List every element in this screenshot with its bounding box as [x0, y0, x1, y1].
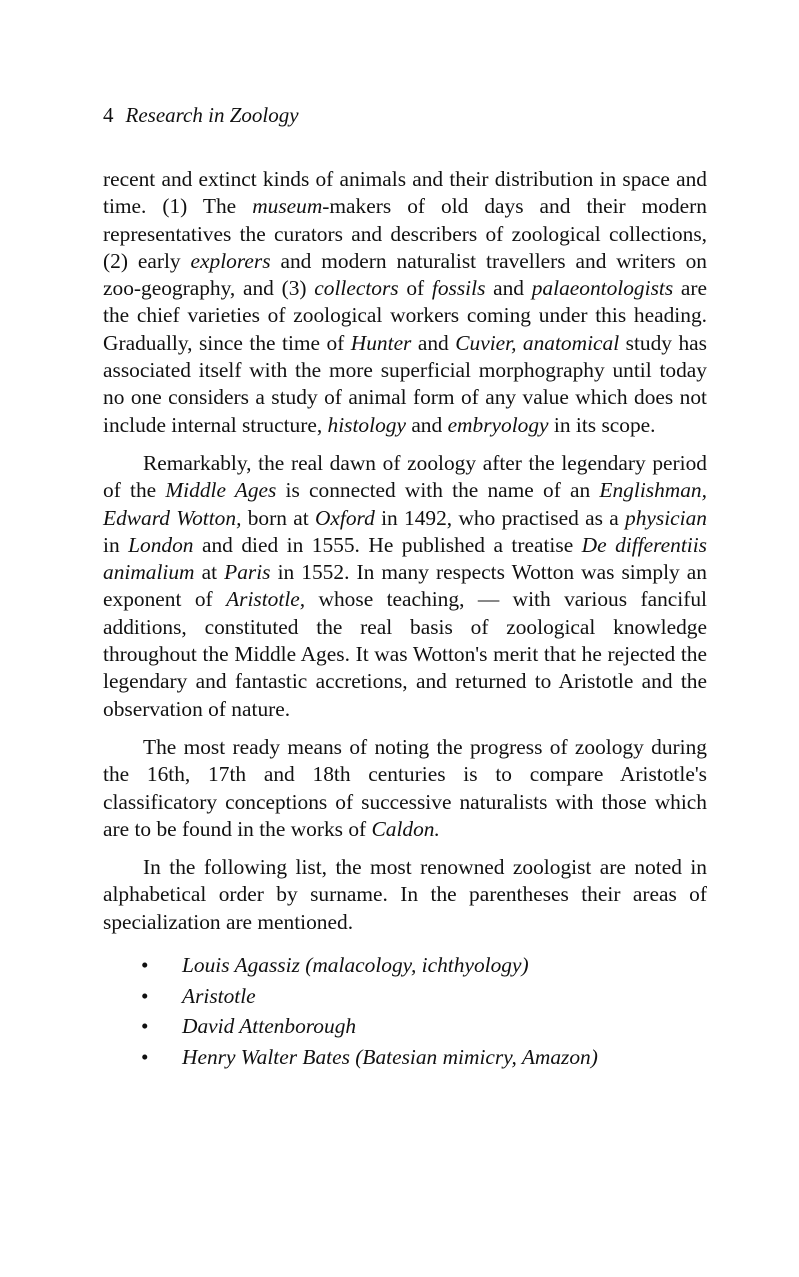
italic-run: London: [128, 532, 194, 557]
bullet: •: [141, 1014, 149, 1039]
italic-run: museum: [252, 194, 323, 219]
text-run: in: [103, 532, 129, 557]
text-run: at: [194, 560, 225, 585]
italic-run: Cuvier, anatomical: [455, 330, 620, 355]
italic-run: Caldon.: [371, 816, 440, 841]
text-run: in 1552. In many respects Wotton was simply an exponent of: [103, 560, 707, 612]
text-run: whose teaching, — with various fanciful additions, constituted the real basis of zoological knowledge throughout the Middle Ages. It was Wotton's merit that he rejected the legendary and fantastic accretions, and returned to Aristotle and the observation of nature.: [103, 587, 708, 721]
text-run: and modern naturalist travellers and writers on zoo-geography, and (3): [103, 248, 708, 301]
text-run: and: [485, 276, 532, 301]
text-run: in its scope.: [548, 412, 656, 437]
text-run: In the following list, the most renowned zoologist are noted in alphabetical order by surname. In the parentheses their areas of specialization are mentioned.: [103, 855, 707, 934]
list-item: [141, 981, 707, 1012]
paragraph-1: [103, 166, 707, 439]
italic-run: Hunter: [350, 330, 412, 355]
list-item-text: David Attenborough: [182, 1014, 357, 1039]
italic-run: Englishman, Edward Wotton,: [103, 478, 707, 530]
list-item: [141, 1011, 707, 1042]
text-run: study has associated itself with the more superficial morphography until today no one considers a study of animal form of any value which does not include internal structure,: [103, 330, 707, 437]
list-item-text: Louis Agassiz (malacology, ichthyology): [182, 953, 529, 978]
zoologist-list: [103, 950, 707, 1072]
text-run: recent and extinct kinds of animals and their distribution in space and time. (1) The: [103, 167, 707, 219]
book-page: [103, 100, 707, 1072]
italic-run: histology: [327, 412, 406, 437]
italic-run: Middle Ages: [165, 478, 277, 503]
bullet: •: [141, 1044, 149, 1069]
text-run: The most ready means of noting the progress of zoology during the 16th, 17th and 18th centuries is to compare Aristotle's classificatory conceptions of successive naturalists with those which are to be found in the works of: [103, 734, 707, 841]
italic-run: physician: [625, 505, 707, 530]
running-title: Research in Zoology: [125, 103, 299, 127]
paragraph-2: [103, 450, 707, 723]
italic-run: Oxford: [314, 505, 375, 530]
text-run: and: [405, 412, 448, 437]
text-run: born at: [241, 505, 315, 530]
text-run: and: [411, 330, 456, 355]
italic-run: Aristotle,: [226, 587, 306, 612]
italic-run: palaeontologists: [531, 276, 674, 301]
italic-run: embryology: [447, 412, 549, 437]
list-item: [141, 1042, 707, 1073]
list-item-text: Henry Walter Bates (Batesian mimicry, Amazon): [182, 1044, 598, 1069]
text-run: in 1492, who practised as a: [374, 505, 625, 530]
italic-run: collectors: [314, 276, 399, 301]
italic-run: fossils: [431, 276, 486, 301]
page-number: 4: [103, 103, 114, 127]
text-run: -makers of old days and their modern representatives the curators and describers of zoological collections, (2) early: [103, 194, 707, 273]
text-run: of: [398, 276, 432, 301]
list-item-text: Aristotle: [182, 983, 256, 1008]
text-run: is connected with the name of an: [276, 478, 600, 503]
bullet: •: [141, 953, 149, 978]
text-run: and died in 1555. He published a treatise: [193, 532, 582, 557]
paragraph-3: [103, 734, 707, 843]
list-item: [141, 950, 707, 981]
italic-run: Paris: [224, 560, 271, 585]
bullet: •: [141, 983, 149, 1008]
italic-run: explorers: [190, 248, 271, 273]
text-run: are the chief varieties of zoological workers coming under this heading. Gradually, since the time of: [103, 276, 707, 355]
italic-run: De differentiis animalium: [103, 532, 707, 585]
paragraph-4: [103, 854, 707, 936]
running-head: [103, 100, 707, 130]
text-run: Remarkably, the real dawn of zoology after the legendary period of the: [103, 450, 707, 503]
